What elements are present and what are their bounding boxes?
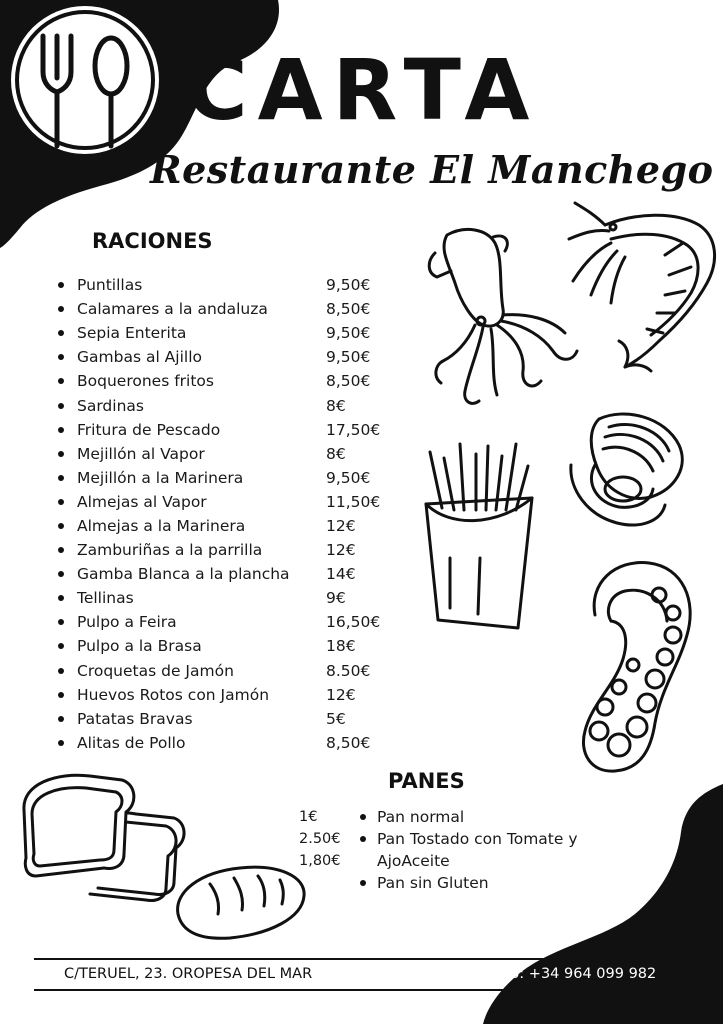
restaurant-name: Restaurante El Manchego: [150, 147, 714, 192]
item-price: 17,50€: [326, 420, 381, 439]
bullet-icon: [58, 354, 64, 360]
menu-item: [58, 297, 398, 321]
pan-price: 1,80€: [299, 853, 341, 869]
menu-item: [58, 273, 398, 297]
bullet-icon: [58, 499, 64, 505]
menu-item: [58, 369, 398, 393]
bullet-icon: [360, 880, 366, 886]
item-name: Fritura de Pescado: [77, 420, 221, 439]
item-price: 12€: [326, 516, 356, 535]
item-name: Huevos Rotos con Jamón: [77, 685, 270, 704]
pan-item: [360, 806, 610, 828]
pan-item-name: Pan sin Gluten: [377, 874, 489, 892]
bullet-icon: [58, 643, 64, 649]
menu-item: [58, 707, 398, 731]
menu-item: [58, 586, 398, 610]
bullet-icon: [58, 378, 64, 384]
item-price: 12€: [326, 541, 356, 560]
menu-item: [58, 514, 398, 538]
clam-icon: [565, 405, 690, 535]
item-price: 8,50€: [326, 300, 371, 319]
menu-item: [58, 393, 398, 417]
french-fries-icon: [420, 438, 545, 633]
footer-divider-bottom: [34, 989, 694, 991]
bullet-icon: [58, 619, 64, 625]
shrimp-icon: [565, 195, 720, 375]
pan-price: 2.50€: [299, 831, 341, 847]
item-price: 9,50€: [326, 324, 371, 343]
raciones-list: [58, 273, 398, 755]
item-name: Croquetas de Jamón: [77, 661, 234, 680]
bread-slices-icon: [18, 770, 193, 910]
bullet-icon: [58, 547, 64, 553]
item-name: Zamburiñas a la parrilla: [77, 541, 263, 560]
bullet-icon: [58, 306, 64, 312]
item-price: 8,50€: [326, 733, 371, 752]
item-price: 9€: [326, 589, 346, 608]
panes-prices: [299, 806, 341, 872]
item-name: Pulpo a Feira: [77, 613, 177, 632]
item-name: Almejas al Vapor: [77, 492, 207, 511]
item-price: 8.50€: [326, 661, 371, 680]
item-price: 9,50€: [326, 276, 371, 295]
panes-heading: PANES: [388, 769, 465, 793]
bullet-icon: [58, 571, 64, 577]
item-name: Alitas de Pollo: [77, 733, 186, 752]
menu-item: [58, 659, 398, 683]
item-name: Tellinas: [77, 589, 134, 608]
menu-item: [58, 683, 398, 707]
item-price: 8€: [326, 444, 346, 463]
menu-item: [58, 538, 398, 562]
pan-item: [360, 828, 610, 872]
pan-price: 1€: [299, 809, 318, 825]
item-name: Gamba Blanca a la plancha: [77, 565, 290, 584]
menu-item: [58, 442, 398, 466]
squid-icon: [425, 225, 585, 415]
item-price: 14€: [326, 565, 356, 584]
item-name: Boquerones fritos: [77, 372, 214, 391]
bullet-icon: [58, 595, 64, 601]
menu-item: [58, 418, 398, 442]
item-name: Puntillas: [77, 276, 143, 295]
menu-item: [58, 345, 398, 369]
item-price: 8,50€: [326, 372, 371, 391]
item-name: Pulpo a la Brasa: [77, 637, 202, 656]
fork-spoon-logo: [7, 2, 163, 158]
item-name: Patatas Bravas: [77, 709, 193, 728]
item-price: 8€: [326, 396, 346, 415]
bullet-icon: [58, 523, 64, 529]
bullet-icon: [58, 403, 64, 409]
item-name: Sepia Enterita: [77, 324, 187, 343]
bullet-icon: [58, 740, 64, 746]
menu-item: [58, 562, 398, 586]
item-price: 12€: [326, 685, 356, 704]
item-price: 11,50€: [326, 492, 381, 511]
menu-title: CARTA: [186, 41, 540, 139]
pan-item-name: Pan Tostado con Tomate y AjoAceite: [377, 830, 578, 870]
item-name: Sardinas: [77, 396, 144, 415]
item-price: 18€: [326, 637, 356, 656]
menu-item: [58, 610, 398, 634]
raciones-heading: RACIONES: [92, 229, 213, 253]
footer-address: C/TERUEL, 23. OROPESA DEL MAR: [64, 966, 313, 982]
pan-item: [360, 872, 610, 894]
item-name: Almejas a la Marinera: [77, 516, 246, 535]
menu-item: [58, 490, 398, 514]
menu-item: [58, 634, 398, 658]
bullet-icon: [58, 451, 64, 457]
bullet-icon: [360, 836, 366, 842]
panes-list: [360, 806, 610, 894]
bullet-icon: [58, 716, 64, 722]
menu-item: [58, 466, 398, 490]
bullet-icon: [58, 282, 64, 288]
pan-item-name: Pan normal: [377, 808, 465, 826]
bullet-icon: [58, 330, 64, 336]
octopus-tentacle-icon: [575, 555, 700, 780]
item-price: 5€: [326, 709, 346, 728]
item-name: Mejillón al Vapor: [77, 444, 205, 463]
item-name: Gambas al Ajillo: [77, 348, 202, 367]
menu-item: [58, 731, 398, 755]
footer-phone: Teléfono: +34 964 099 982: [459, 966, 657, 982]
item-name: Calamares a la andaluza: [77, 300, 268, 319]
bullet-icon: [58, 427, 64, 433]
bullet-icon: [58, 475, 64, 481]
bullet-icon: [58, 692, 64, 698]
item-price: 9,50€: [326, 468, 371, 487]
menu-item: [58, 321, 398, 345]
bullet-icon: [58, 668, 64, 674]
item-price: 16,50€: [326, 613, 381, 632]
footer-divider-top: [34, 958, 694, 960]
bullet-icon: [360, 814, 366, 820]
item-price: 9,50€: [326, 348, 371, 367]
item-name: Mejillón a la Marinera: [77, 468, 244, 487]
baguette-icon: [170, 862, 310, 944]
